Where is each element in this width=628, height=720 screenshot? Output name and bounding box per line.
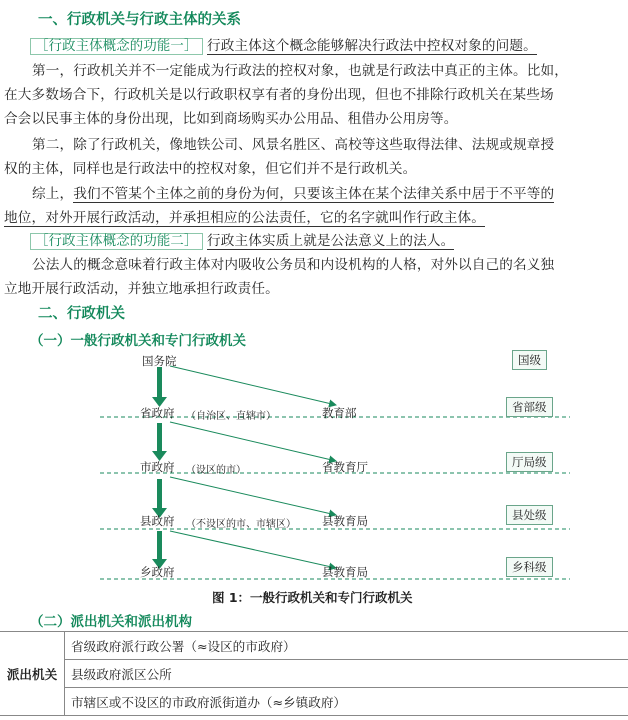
node-city-gov: 市政府	[140, 460, 175, 474]
para3-emphasis-2: 地位，对外开展行政活动，并承担相应的公法责任，它的名字就叫作行政主体。	[4, 210, 486, 226]
subsection-title-2: （二）派出机关和派出机构	[30, 614, 192, 630]
para1-line1: 第一，行政机关并不一定能成为行政法的控权对象，也就是行政法中真正的主体。比如，	[32, 63, 569, 79]
table-cell: 市辖区或不设区的市政府派街道办（≈乡镇政府）	[65, 688, 628, 716]
node-county-gov: 县政府	[140, 514, 175, 528]
node-provincial-note: （自治区、直辖市）	[186, 411, 276, 422]
para2-line1: 第二，除了行政机关，像地铁公司、风景名胜区、高校等这些取得法律、法规或规章授	[32, 137, 555, 153]
table-row-header: 派出机关	[0, 632, 65, 716]
level-national: 国级	[512, 350, 547, 370]
function-one-tag: ［行政主体概念的功能一］	[30, 38, 203, 55]
table-cell: 省级政府派行政公署（≈设区的市政府）	[65, 632, 628, 660]
table-row	[0, 632, 628, 660]
section-title-1: 一、行政机关与行政主体的关系	[38, 12, 241, 28]
table-row	[0, 660, 628, 688]
para3-line1	[32, 182, 554, 202]
table-row	[0, 688, 628, 716]
para3-emphasis: 我们不管某个主体之前的身份为何，只要该主体在某个法律关系中居于不平等的	[73, 186, 555, 202]
para3-lead: 综上，	[32, 186, 74, 202]
node-town-gov: 乡政府	[140, 565, 175, 579]
subsection-title-1: （一）一般行政机关和专门行政机关	[30, 333, 246, 349]
function-two-line	[30, 229, 454, 249]
diagonal-arrow	[170, 531, 336, 568]
down-arrow-shaft	[157, 531, 162, 561]
level-county-division: 县处级	[506, 505, 553, 525]
para1-line2: 在大多数场合下，行政机关是以行政职权享有者的身份出现，但也不排除行政机关在某些场	[4, 87, 554, 103]
node-provincial-education: 省教育厅	[322, 460, 368, 474]
table-cell: 县级政府派区公所	[65, 660, 628, 688]
down-arrow-shaft	[157, 367, 162, 399]
level-department-bureau: 厅局级	[506, 452, 553, 472]
para2-line2: 权的主体，同样也是行政法中的控权对象，但它们并不是行政机关。	[4, 161, 417, 177]
para3-line2	[4, 206, 485, 226]
node-provincial-gov: 省政府	[140, 406, 175, 420]
level-township-section: 乡科级	[506, 557, 553, 577]
function-one-line	[30, 34, 537, 54]
diagonal-arrow	[170, 477, 336, 515]
para4-line2: 立地开展行政活动，并独立地承担行政责任。	[4, 281, 279, 297]
dispatched-organs-table	[0, 631, 628, 716]
node-state-council: 国务院	[142, 354, 177, 368]
org-diagram	[0, 345, 628, 585]
function-two-tag: ［行政主体概念的功能二］	[30, 233, 203, 250]
figure-caption: 图 1：一般行政机关和专门行政机关	[212, 590, 413, 605]
node-ministry-education: 教育部	[322, 406, 357, 420]
level-provincial-ministerial: 省部级	[506, 397, 553, 417]
function-two-text: 行政主体实质上就是公法意义上的法人。	[206, 233, 455, 249]
down-arrow-shaft	[157, 423, 162, 453]
node-town-education: 县教育局	[322, 565, 368, 579]
node-county-note: （不设区的市、市辖区）	[186, 519, 296, 530]
diagonal-arrow	[170, 422, 336, 461]
section-title-2: 二、行政机关	[38, 306, 125, 322]
function-one-text: 行政主体这个概念能够解决行政法中控权对象的问题。	[206, 38, 537, 54]
down-arrow-shaft	[157, 479, 162, 510]
para1-line3: 合会以民事主体的身份出现，比如到商场购买办公用品、租借办公用房等。	[4, 111, 458, 127]
node-city-note: （设区的市）	[186, 465, 246, 476]
para4-line1: 公法人的概念意味着行政主体对内吸收公务员和内设机构的人格，对外以自己的名义独	[32, 257, 555, 273]
diagonal-arrow	[170, 366, 336, 405]
node-county-education: 县教育局	[322, 514, 368, 528]
